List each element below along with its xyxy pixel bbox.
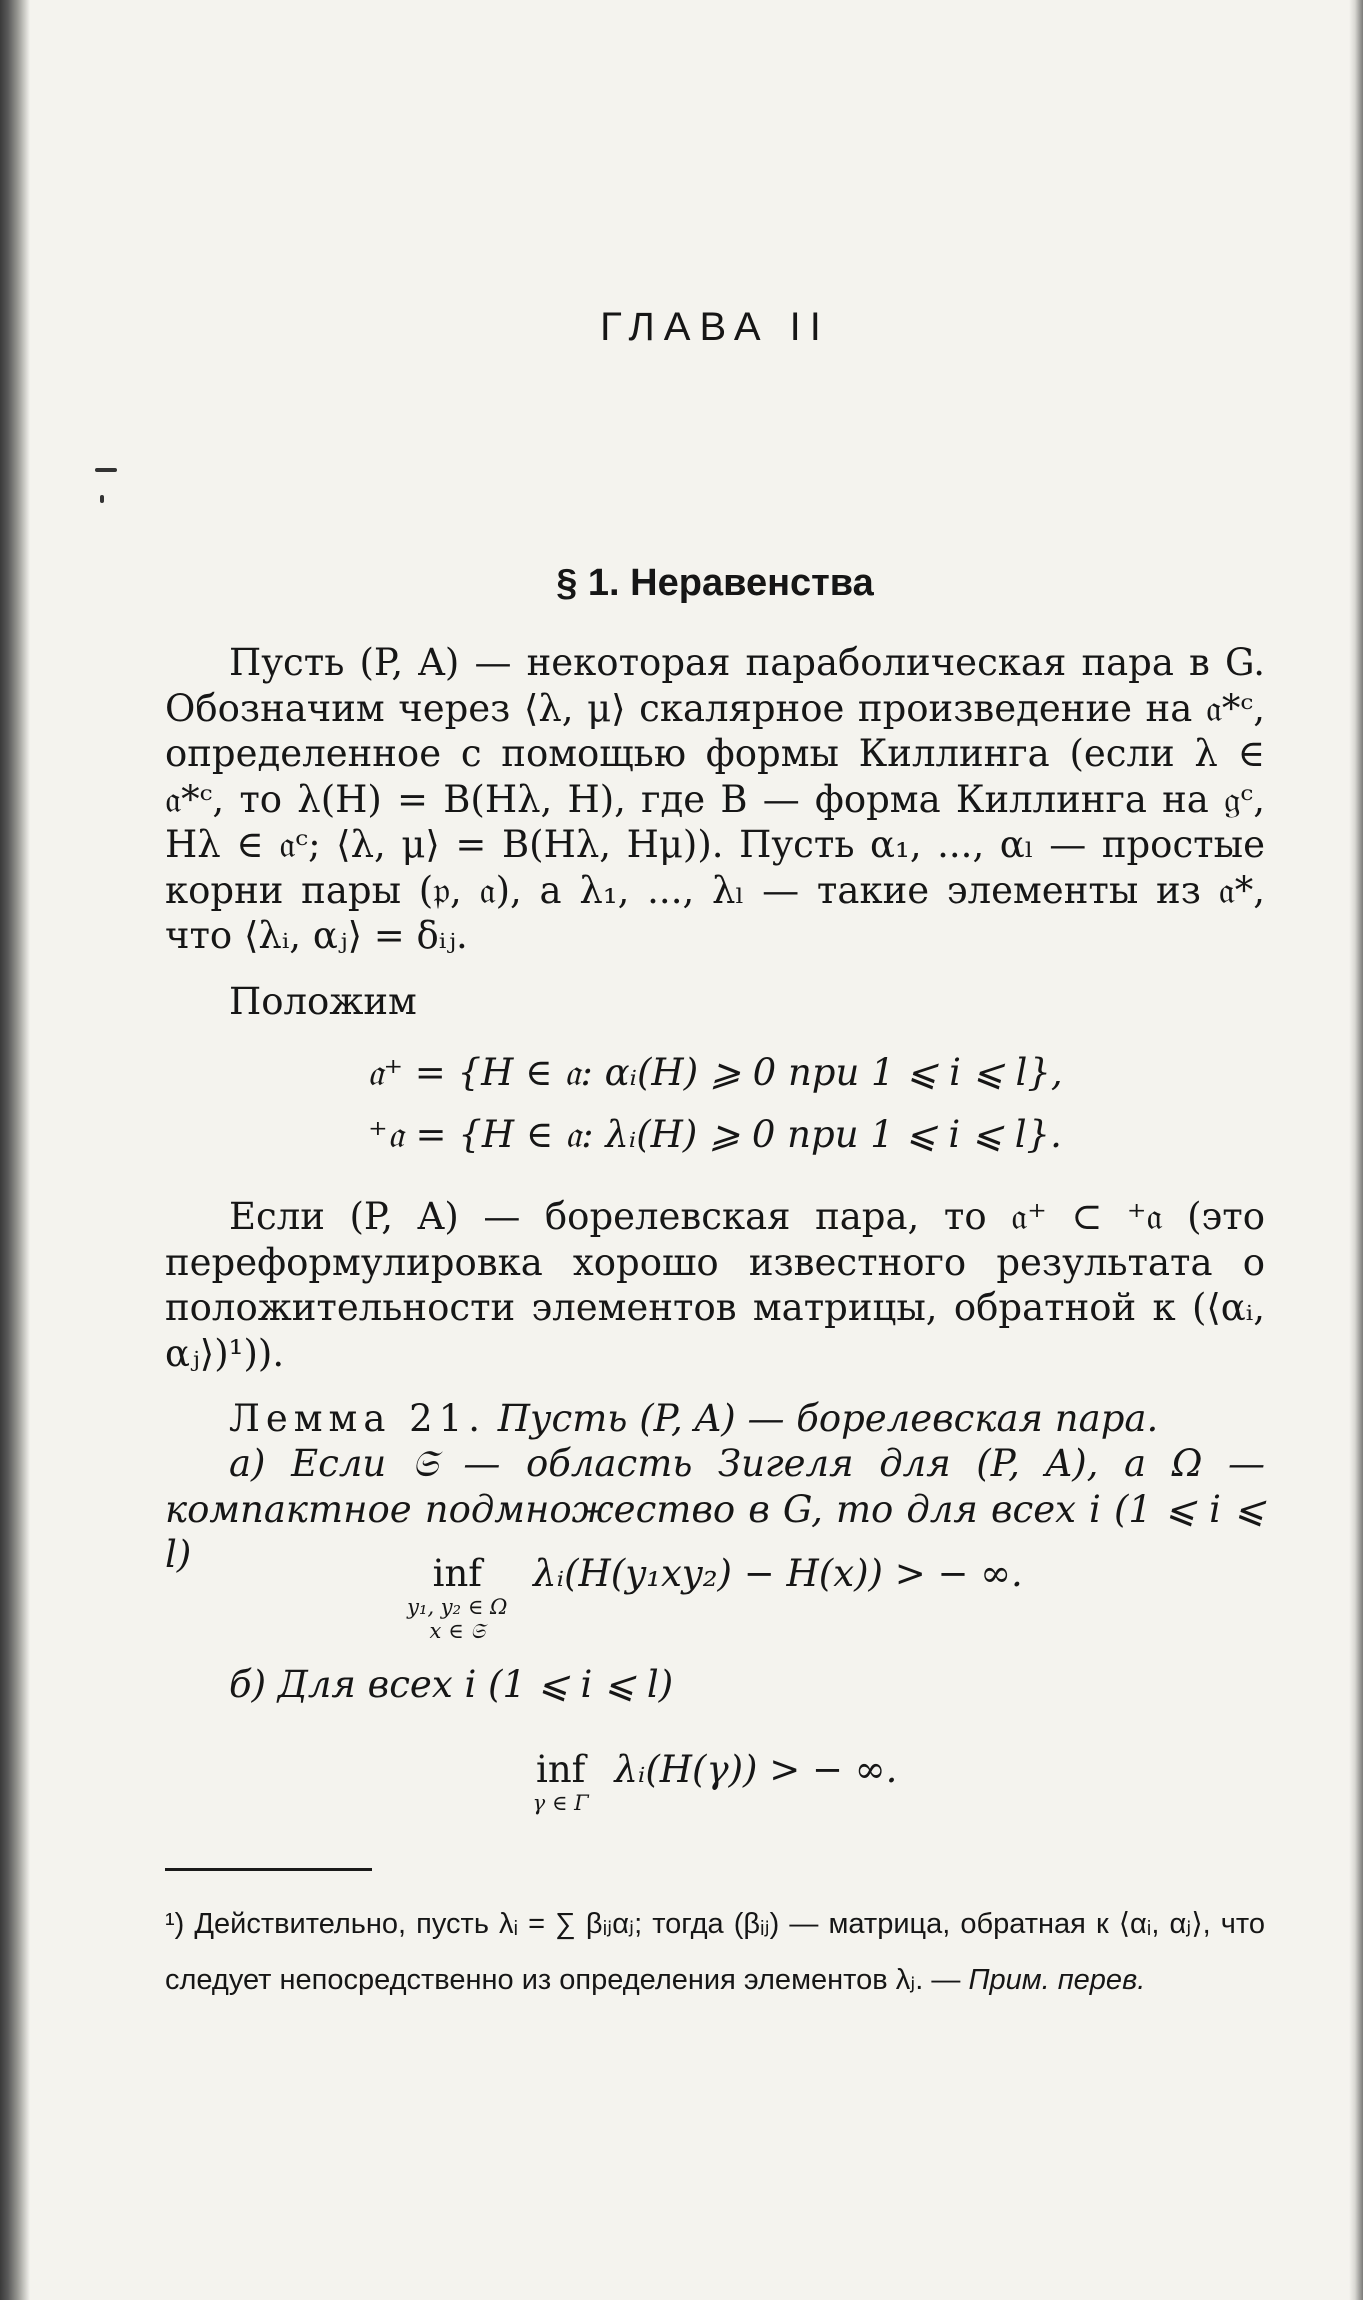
inf-subscript-y: y₁, y₂ ∈ Ω [407, 1595, 508, 1619]
scan-right-edge [1349, 0, 1363, 2300]
chapter-title: ГЛАВА II [600, 305, 830, 349]
scan-left-edge [0, 0, 30, 2300]
paragraph-borel: Если (P, A) — борелевская пара, то 𝔞⁺ ⊂ ⁺𝔞 (это переформулировка хорошо известного результата о положительности элементов матрицы, обратной к (⟨αᵢ, αⱼ⟩)¹)). [165, 1195, 1265, 1375]
inf-operator [407, 1552, 507, 1643]
lemma-item-a: а) Если 𝔖 — область Зигеля для (P, A), а Ω — компактное подмножество в G, то для всех i (1 ⩽ i ⩽ l) [165, 1442, 1265, 1576]
lemma-item-b: б) Для всех i (1 ⩽ i ⩽ l) [229, 1663, 674, 1706]
paragraph-put: Положим [229, 980, 417, 1023]
lemma-statement: Пусть (P, A) — борелевская пара. [497, 1397, 1159, 1440]
inf-symbol: inf [432, 1552, 482, 1595]
paragraph-definitions: Пусть (P, A) — некоторая параболическая пара в G. Обозначим через ⟨λ, μ⟩ скалярное произведение на 𝔞*ᶜ, определенное с помощью формы Киллинга (если λ ∈ 𝔞*ᶜ, то λ(H) = B(Hλ, H), где B — форма Киллинга на 𝔤ᶜ, Hλ ∈ 𝔞ᶜ; ⟨λ, μ⟩ = B(Hλ, Hμ)). Пусть α₁, ..., αₗ — простые корни пары (𝔭, 𝔞), а λ₁, ..., λₗ — такие элементы из 𝔞*, что ⟨λᵢ, αⱼ⟩ = δᵢⱼ. [165, 641, 1265, 957]
formula-a-plus: 𝔞⁺ = {H ∈ 𝔞: αᵢ(H) ⩾ 0 при 1 ⩽ i ⩽ l}, [367, 1051, 1063, 1094]
footnote-translator-note: Прим. перев. [968, 1964, 1146, 1996]
section-title: § 1. Неравенства [556, 562, 874, 604]
book-page [165, 0, 1265, 2300]
footnote-text: ¹) Действительно, пусть λᵢ = ∑ βᵢⱼαⱼ; тогда (βᵢⱼ) — матрица, обратная к ⟨αᵢ, αⱼ⟩, что следует непосредственно из определения элементов λⱼ. — [165, 1908, 1265, 1996]
formula-plus-a: ⁺𝔞 = {H ∈ 𝔞: λᵢ(H) ⩾ 0 при 1 ⩽ i ⩽ l}. [368, 1113, 1062, 1156]
scan-speck [100, 495, 104, 503]
formula-inf-siegel [165, 1552, 1265, 1643]
inf-symbol: inf [535, 1748, 586, 1791]
inf-expression: λᵢ(H(γ)) > − ∞. [614, 1748, 898, 1791]
lemma-heading [165, 1396, 1265, 1442]
footnote [165, 1896, 1265, 2008]
formula-inf-gamma [165, 1748, 1265, 1815]
inf-subscript-gamma: γ ∈ Γ [532, 1791, 589, 1815]
scan-speck [95, 468, 117, 472]
inf-operator [533, 1748, 589, 1815]
inf-expression: λᵢ(H(y₁xy₂) − H(x)) > − ∞. [533, 1552, 1023, 1595]
footnote-rule [165, 1868, 372, 1871]
lemma-label: Лемма 21. [229, 1397, 486, 1440]
inf-subscript-x: x ∈ 𝔖 [429, 1619, 486, 1643]
